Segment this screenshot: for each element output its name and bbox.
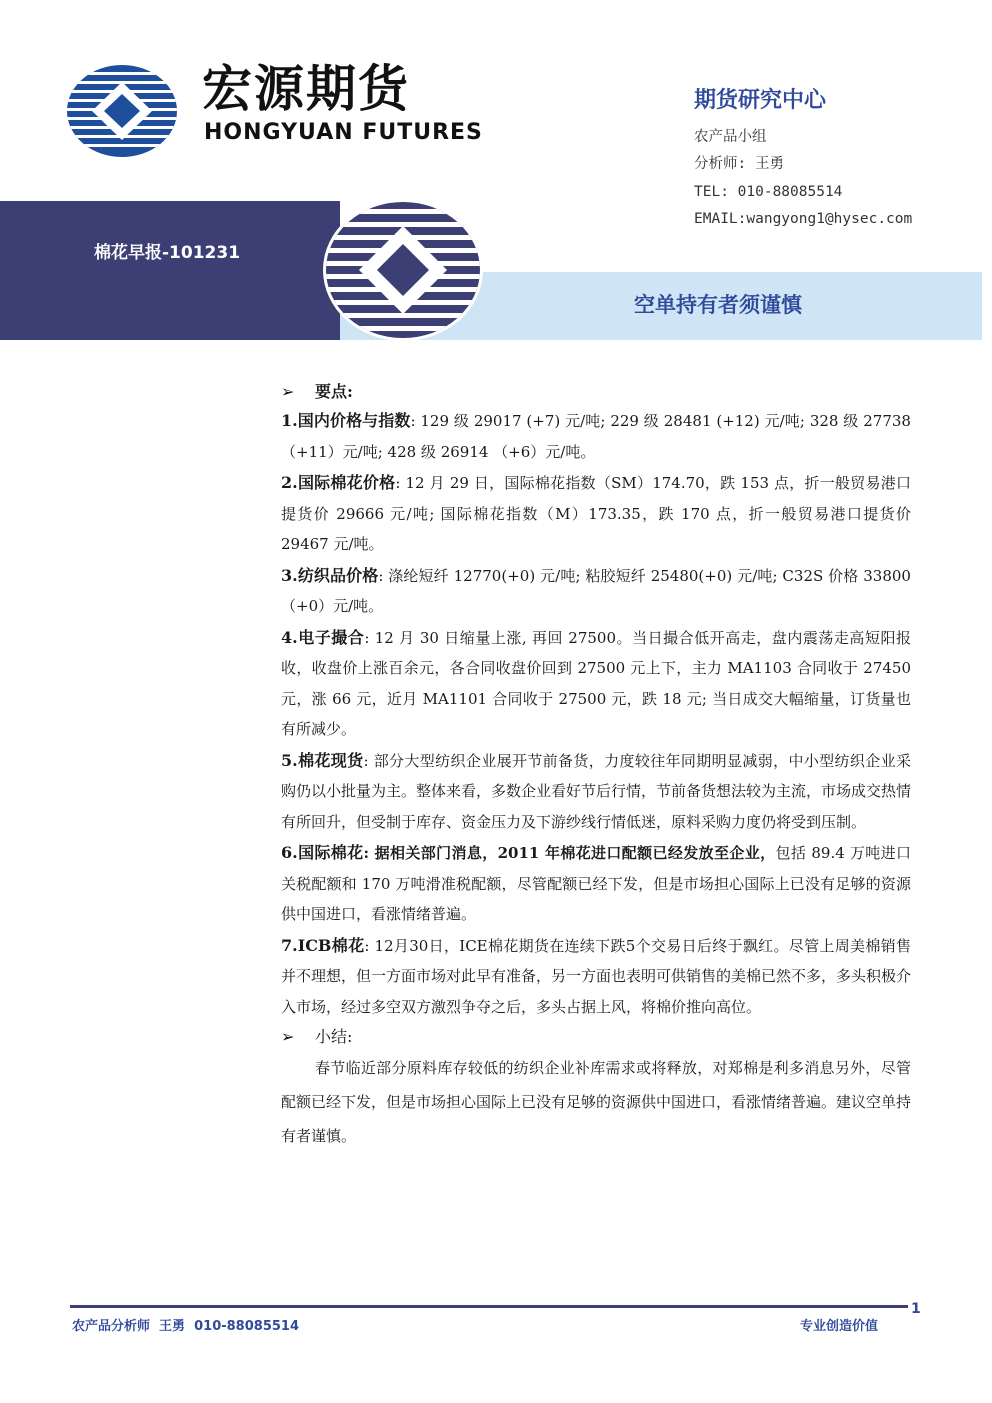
point-spot-cotton bbox=[281, 746, 911, 838]
point-electronic-matching bbox=[281, 623, 911, 745]
point-label: 1.国内价格与指数 bbox=[281, 411, 411, 430]
analyst-name: 分析师: 王勇 bbox=[694, 156, 784, 172]
key-points-heading: ➢ 要点: bbox=[281, 378, 911, 406]
research-center-title: 期货研究中心 bbox=[694, 88, 827, 113]
summary-heading: ➢ 小结: bbox=[281, 1023, 911, 1051]
hongyuan-logo-icon bbox=[66, 64, 178, 158]
point-label: 5.棉花现货 bbox=[281, 750, 364, 770]
footer-analyst-info: 农产品分析师 王勇 010-88085514 bbox=[72, 1319, 299, 1334]
group-name: 农产品小组 bbox=[694, 129, 767, 145]
point-ice-cotton bbox=[281, 931, 911, 1023]
brand-name-cn: 宏源期货 bbox=[202, 60, 410, 118]
point-domestic-price bbox=[281, 406, 911, 467]
report-headline: 空单持有者须谨慎 bbox=[634, 293, 802, 317]
point-label: 2.国际棉花价格 bbox=[281, 473, 396, 492]
point-textile-price bbox=[281, 561, 911, 622]
point-intl-cotton bbox=[281, 838, 911, 930]
point-label: 7.ICB棉花 bbox=[281, 935, 365, 955]
arrow-bullet-icon: ➢ bbox=[281, 382, 295, 401]
point-text: : 12 月 29 日，国际棉花指数（SM）174.70，跌 153 点，折一般贸易港口提货价 29666 元/吨; 国际棉花指数（M）173.35，跌 170 点，折一般贸易港口提货价 29467 元/吨。 bbox=[281, 474, 911, 553]
point-label: 3.纺织品价格 bbox=[281, 565, 379, 585]
page-number: 1 bbox=[911, 1301, 921, 1317]
point-label: 4.电子撮合 bbox=[281, 627, 365, 647]
title-band-dark bbox=[0, 201, 340, 340]
banner-emblem-icon bbox=[322, 200, 484, 340]
point-text: : 129 级 29017 (+7) 元/吨; 229 级 28481 (+12) 元/吨; 328 级 27738 （+11）元/吨; 428 级 26914 （+6）元/吨。 bbox=[281, 412, 911, 461]
point-text: : 涤纶短纤 12770(+0) 元/吨; 粘胶短纤 25480(+0) 元/吨; C32S 价格 33800（+0）元/吨。 bbox=[281, 566, 911, 615]
point-text: : 12月30日，ICE棉花期货在连续下跌5个交易日后终于飘红。尽管上周美棉销售并不理想，但一方面市场对此早有准备，另一方面也表明可供销售的美棉已然不多，多头积极介入市场，经过多空双方激烈争夺之后，多头占据上风，将棉价推向高位。 bbox=[281, 936, 912, 1016]
brand-name-en: HONGYUAN FUTURES bbox=[204, 120, 483, 145]
point-text: : 部分大型纺织企业展开节前备货，力度较往年同期明显减弱，中小型纺织企业采购仍以小批量为主。整体来看，多数企业看好节后行情，节前备货想法较为主流，市场成交热情有所回升，但受制于库存、资金压力及下游纱线行情低迷，原料采购力度仍将受到压制。 bbox=[281, 751, 912, 831]
report-body bbox=[281, 378, 911, 1153]
point-text: 包括 89.4 万吨进口关税配额和 170 万吨滑准税配额，尽管配额已经下发，但是市场担心国际上已没有足够的资源供中国进口，看涨情绪普遍。 bbox=[281, 844, 911, 923]
footer-slogan: 专业创造价值 bbox=[800, 1319, 879, 1334]
arrow-bullet-icon: ➢ bbox=[281, 1027, 295, 1046]
report-id: 棉花早报-101231 bbox=[94, 243, 241, 263]
summary-text: 春节临近部分原料库存较低的纺织企业补库需求或将释放，对郑棉是利多消息另外，尽管配额已经下发，但是市场担心国际上已没有足够的资源供中国进口，看涨情绪普遍。建议空单持有者谨慎。 bbox=[281, 1059, 912, 1145]
contact-tel: TEL: 010-88085514 bbox=[694, 184, 843, 200]
point-text: : 12 月 30 日缩量上涨, 再回 27500。当日撮合低开高走，盘内震荡走高短阳报收，收盘价上涨百余元，各合同收盘价回到 27500 元上下，主力 MA1103 合同收于 27450 元，涨 66 元，近月 MA1101 合同收于 27500 元，跌 18 元; 当日成交大幅缩量，订货量也有所减少。 bbox=[281, 628, 911, 738]
point-label: 6.国际棉花 bbox=[281, 843, 364, 862]
contact-email[interactable]: EMAIL:wangyong1@hysec.com bbox=[694, 211, 913, 227]
point-intl-price bbox=[281, 468, 911, 560]
point-emphasis: : 据相关部门消息，2011 年棉花进口配额已经发放至企业， bbox=[363, 844, 776, 862]
footer-divider bbox=[70, 1305, 908, 1308]
